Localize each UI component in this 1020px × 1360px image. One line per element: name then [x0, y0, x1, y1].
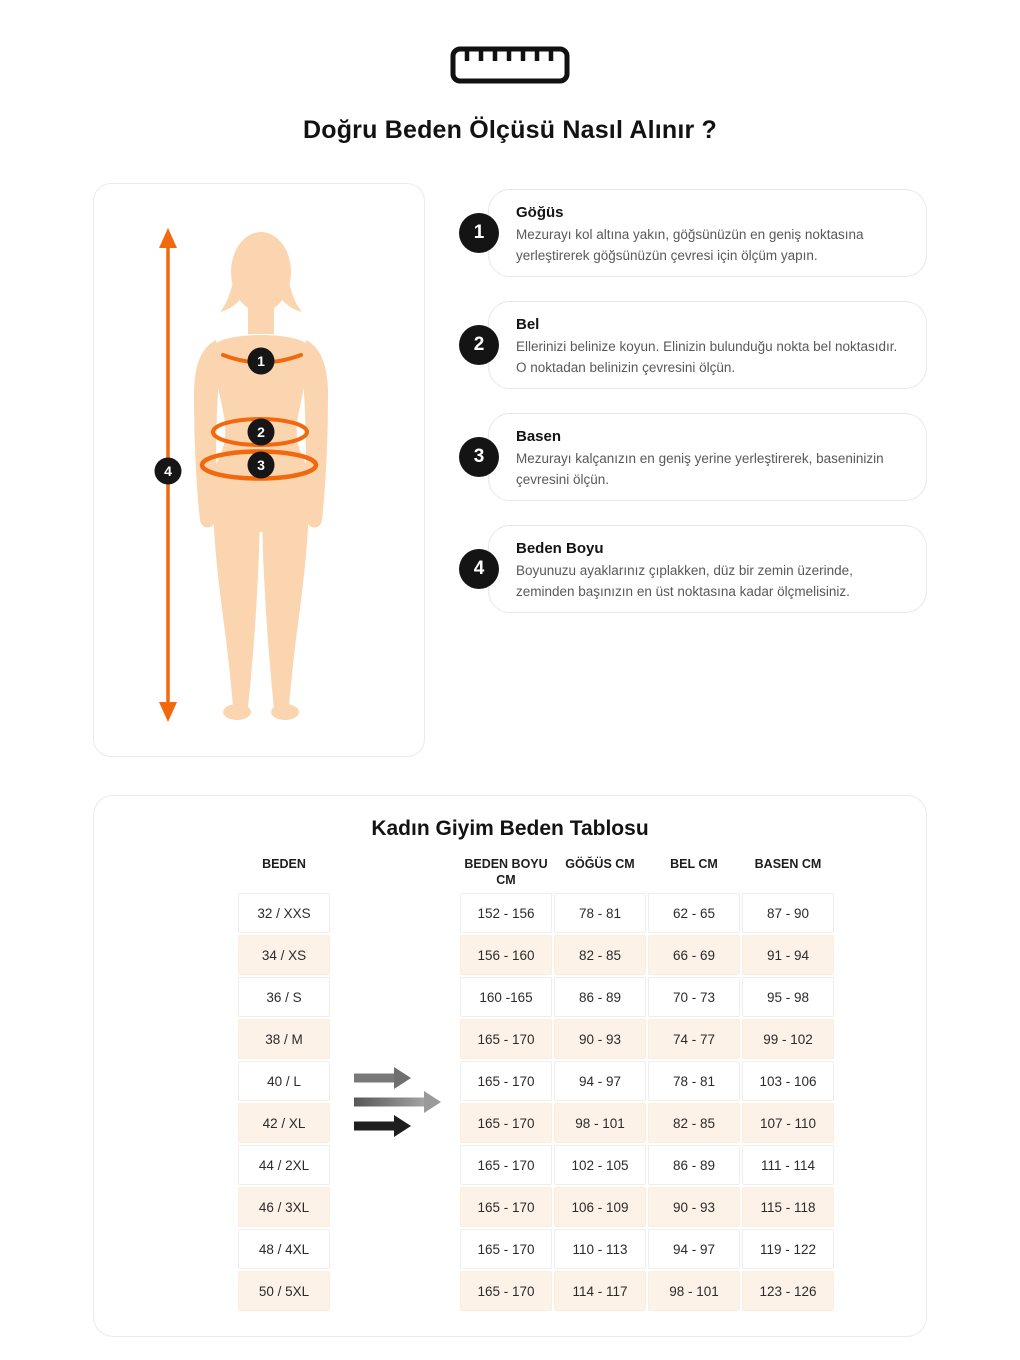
value-cell: 165 - 170: [460, 1061, 552, 1101]
size-cell: 38 / M: [238, 1019, 330, 1059]
step-title: Basen: [516, 428, 562, 445]
value-cell: 103 - 106: [742, 1061, 834, 1101]
value-cell: 165 - 170: [460, 1103, 552, 1143]
value-cell: 94 - 97: [554, 1061, 646, 1101]
step-number-badge: 3: [459, 437, 499, 477]
size-pointer-arrows-icon: [350, 1062, 454, 1142]
step-description: Ellerinizi belinize koyun. Elinizin bulunduğu nokta bel noktasıdır. O noktadan belinizin çevresini ölçün.: [516, 339, 898, 375]
value-cell: 98 - 101: [648, 1271, 740, 1311]
size-table-title: Kadın Giyim Beden Tablosu: [371, 817, 649, 840]
step-number-badge: 1: [459, 213, 499, 253]
size-cell: 46 / 3XL: [238, 1187, 330, 1227]
value-cell: 156 - 160: [460, 935, 552, 975]
page-title: Doğru Beden Ölçüsü Nasıl Alınır ?: [302, 116, 718, 144]
size-cell: 34 / XS: [238, 935, 330, 975]
figure-marker-3: 3: [257, 457, 265, 474]
step-description: Boyunuzu ayaklarınız çıplakken, düz bir zemin üzerinde, zeminden başınızın en üst noktasına kadar ölçmelisiniz.: [516, 563, 853, 599]
ruler-icon: [0, 46, 1020, 84]
table-gap-spacer: [332, 1019, 458, 1059]
size-cell: 32 / XXS: [238, 893, 330, 933]
value-cell: 86 - 89: [554, 977, 646, 1017]
step-card-gogus: [473, 189, 927, 277]
size-cell: 48 / 4XL: [238, 1229, 330, 1269]
value-cell: 74 - 77: [648, 1019, 740, 1059]
step-number-badge: 4: [459, 549, 499, 589]
table-gap-spacer: [332, 1145, 458, 1185]
column-header-beden-boyu: BEDEN BOYU CM: [464, 857, 548, 887]
value-cell: 95 - 98: [742, 977, 834, 1017]
table-gap-spacer: [332, 1229, 458, 1269]
value-cell: 87 - 90: [742, 893, 834, 933]
value-cell: 78 - 81: [554, 893, 646, 933]
value-cell: 123 - 126: [742, 1271, 834, 1311]
step-card-beden-boyu: [473, 525, 927, 613]
value-cell: 90 - 93: [648, 1187, 740, 1227]
value-cell: 82 - 85: [648, 1103, 740, 1143]
step-card-bel: [473, 301, 927, 389]
table-gap-spacer: [332, 1271, 458, 1311]
value-cell: 165 - 170: [460, 1145, 552, 1185]
size-cell: 44 / 2XL: [238, 1145, 330, 1185]
value-cell: 102 - 105: [554, 1145, 646, 1185]
column-header-beden: BEDEN: [262, 857, 306, 871]
value-cell: 107 - 110: [742, 1103, 834, 1143]
value-cell: 165 - 170: [460, 1019, 552, 1059]
size-cell: 36 / S: [238, 977, 330, 1017]
value-cell: 90 - 93: [554, 1019, 646, 1059]
figure-marker-2: 2: [257, 424, 265, 441]
step-title: Beden Boyu: [516, 540, 604, 557]
value-cell: 91 - 94: [742, 935, 834, 975]
value-cell: 94 - 97: [648, 1229, 740, 1269]
measurement-figure-card: [93, 183, 425, 757]
figure-marker-4: 4: [164, 463, 172, 480]
size-table-header: [238, 855, 926, 891]
value-cell: 66 - 69: [648, 935, 740, 975]
measurement-steps: [473, 189, 927, 637]
value-cell: 70 - 73: [648, 977, 740, 1017]
column-header-gogus: GÖĞÜS CM: [565, 857, 635, 871]
table-gap-spacer: [332, 893, 458, 933]
value-cell: 111 - 114: [742, 1145, 834, 1185]
value-cell: 119 - 122: [742, 1229, 834, 1269]
value-cell: 62 - 65: [648, 893, 740, 933]
step-description: Mezurayı kalçanızın en geniş yerine yerleştirerek, baseninizin çevresini ölçün.: [516, 451, 884, 487]
size-table-body: [238, 893, 926, 1311]
body-silhouette: [94, 184, 425, 757]
step-title: Göğüs: [516, 204, 564, 221]
value-cell: 152 - 156: [460, 893, 552, 933]
size-cell: 42 / XL: [238, 1103, 330, 1143]
value-cell: 114 - 117: [554, 1271, 646, 1311]
header-gap-spacer: [332, 855, 458, 891]
value-cell: 165 - 170: [460, 1229, 552, 1269]
value-cell: 110 - 113: [554, 1229, 646, 1269]
step-title: Bel: [516, 316, 540, 333]
value-cell: 106 - 109: [554, 1187, 646, 1227]
size-cell: 40 / L: [238, 1061, 330, 1101]
size-table-card: [93, 795, 927, 1337]
value-cell: 160 -165: [460, 977, 552, 1017]
value-cell: 86 - 89: [648, 1145, 740, 1185]
column-header-basen: BASEN CM: [754, 857, 822, 871]
step-description: Mezurayı kol altına yakın, göğsünüzün en geniş noktasına yerleştirerek göğsünüzün çevresi için ölçüm yapın.: [516, 227, 864, 263]
step-number-badge: 2: [459, 325, 499, 365]
step-card-basen: [473, 413, 927, 501]
value-cell: 165 - 170: [460, 1271, 552, 1311]
value-cell: 98 - 101: [554, 1103, 646, 1143]
table-gap-spacer: [332, 977, 458, 1017]
column-header-bel: BEL CM: [670, 857, 718, 871]
value-cell: 115 - 118: [742, 1187, 834, 1227]
size-cell: 50 / 5XL: [238, 1271, 330, 1311]
value-cell: 82 - 85: [554, 935, 646, 975]
value-cell: 78 - 81: [648, 1061, 740, 1101]
table-gap-spacer: [332, 935, 458, 975]
table-gap-spacer: [332, 1187, 458, 1227]
value-cell: 165 - 170: [460, 1187, 552, 1227]
figure-marker-1: 1: [257, 353, 265, 370]
value-cell: 99 - 102: [742, 1019, 834, 1059]
